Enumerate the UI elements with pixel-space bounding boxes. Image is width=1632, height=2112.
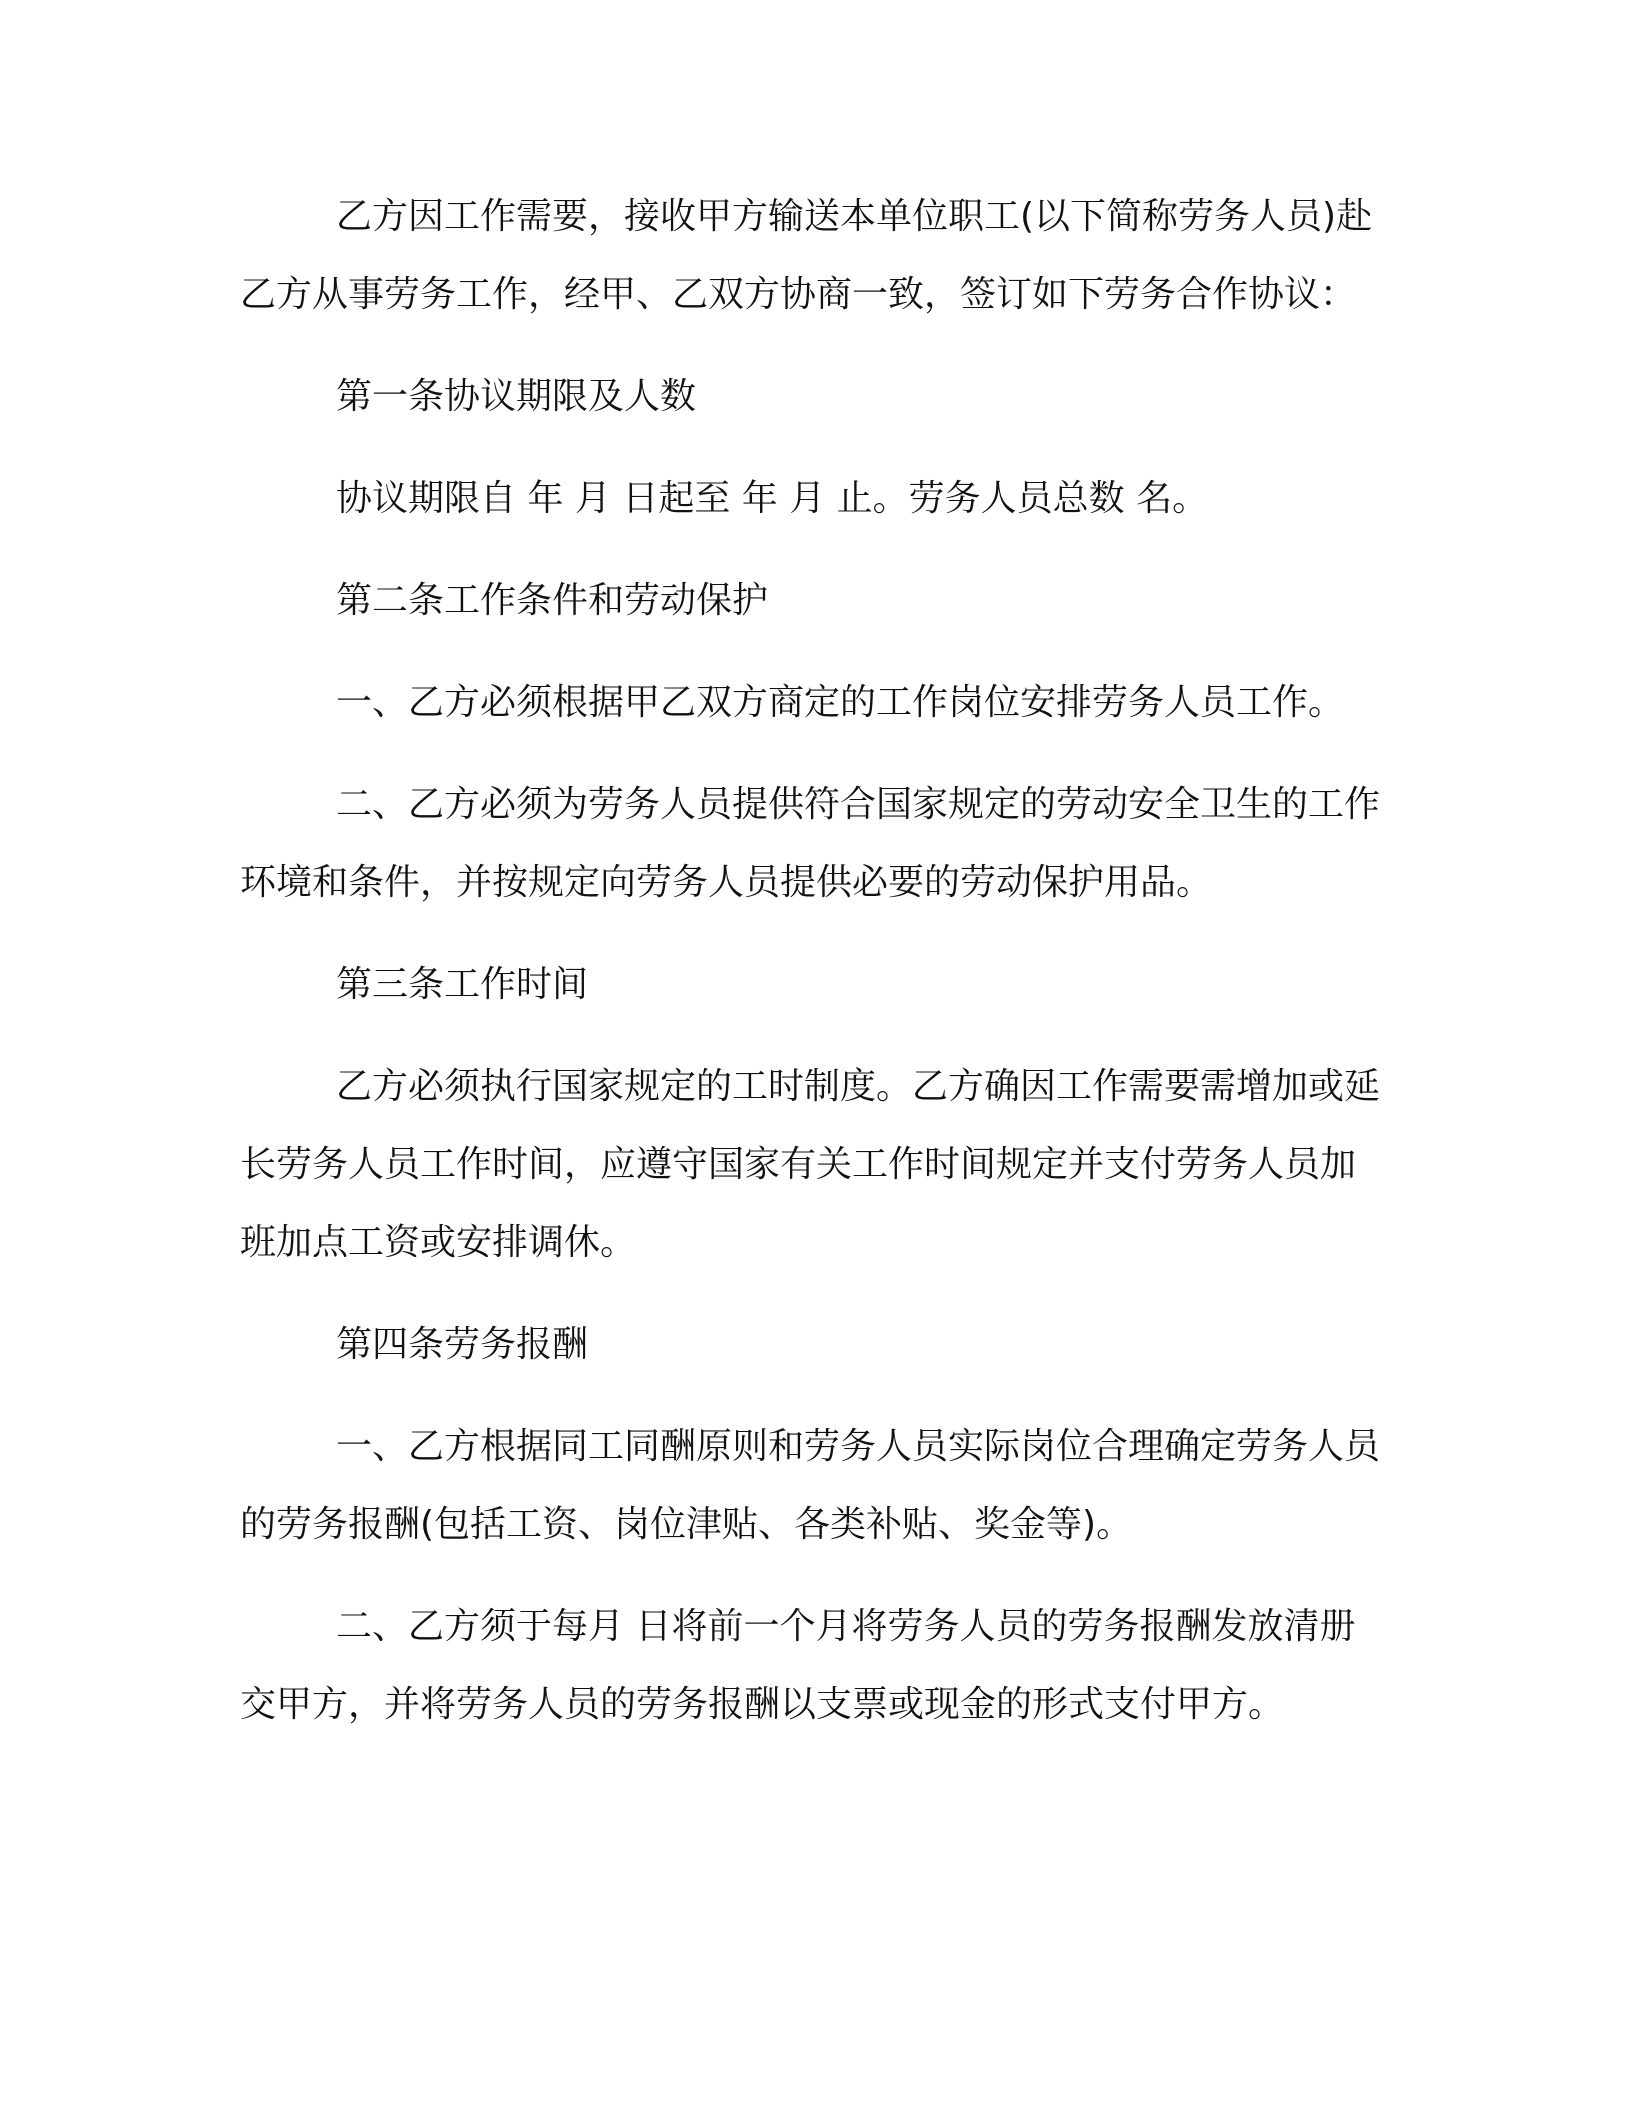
- heading-article-2: 第二条工作条件和劳动保护: [336, 580, 769, 621]
- document-body: [240, 178, 1380, 1744]
- paragraph-article-3: 乙方必须执行国家规定的工时制度。乙方确因工作需要需增加或延长劳务人员工作时间，应遵守国家有关工作时间规定并支付劳务人员加班加点工资或安排调休。: [240, 1066, 1381, 1263]
- paragraph-term-headcount: 协议期限自 年 月 日起至 年 月 止。劳务人员总数 名。: [336, 478, 1209, 519]
- paragraph-article-2-item-2: 二、乙方必须为劳务人员提供符合国家规定的劳动安全卫生的工作环境和条件，并按规定向劳务人员提供必要的劳动保护用品。: [240, 784, 1381, 903]
- paragraph-article-4-item-1: 一、乙方根据同工同酬原则和劳务人员实际岗位合理确定劳务人员的劳务报酬(包括工资、岗位津贴、各类补贴、奖金等)。: [240, 1426, 1381, 1545]
- paragraph-article-4-item-2: 二、乙方须于每月 日将前一个月将劳务人员的劳务报酬发放清册交甲方，并将劳务人员的劳务报酬以支票或现金的形式支付甲方。: [240, 1606, 1356, 1725]
- heading-article-4: 第四条劳务报酬: [336, 1324, 589, 1365]
- paragraph-intro: 乙方因工作需要，接收甲方输送本单位职工(以下简称劳务人员)赴乙方从事劳务工作，经甲、乙双方协商一致，签订如下劳务合作协议：: [240, 196, 1373, 315]
- paragraph-article-2-item-1: 一、乙方必须根据甲乙双方商定的工作岗位安排劳务人员工作。: [336, 682, 1345, 723]
- heading-article-1: 第一条协议期限及人数: [336, 376, 697, 417]
- heading-article-3: 第三条工作时间: [336, 964, 589, 1005]
